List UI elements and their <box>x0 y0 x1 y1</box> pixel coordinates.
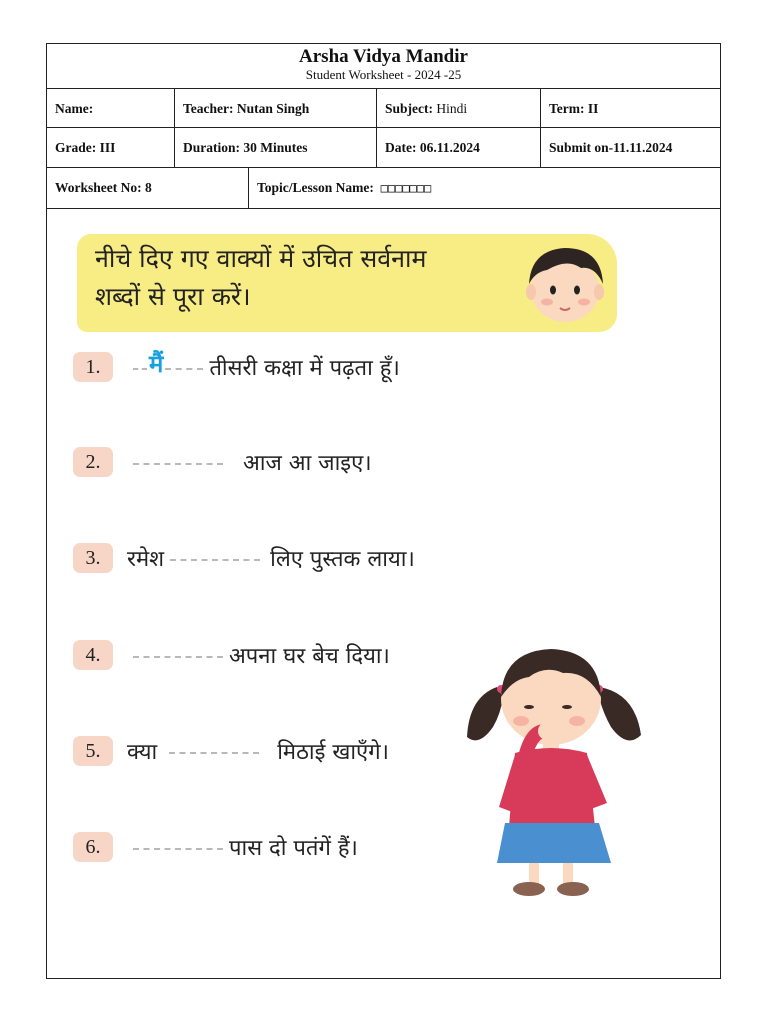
grade-cell <box>47 128 175 168</box>
answer-blank[interactable] <box>169 752 259 754</box>
question-text: अपना घर बेच दिया। <box>229 644 390 669</box>
subject-value: Hindi <box>436 100 468 116</box>
worksheet-header <box>47 44 720 82</box>
answer-blank-right <box>165 368 203 370</box>
worksheet-number: Worksheet No: 8 <box>55 180 152 195</box>
submit-cell <box>541 128 720 168</box>
answer-blank[interactable] <box>133 848 223 850</box>
question-number: 6. <box>73 832 113 862</box>
question-1 <box>73 350 400 384</box>
subject-label: Subject: <box>385 100 433 116</box>
teacher-label: Teacher: <box>183 100 234 116</box>
question-4 <box>73 638 390 672</box>
answer-blank[interactable] <box>133 656 223 658</box>
question-number: 2. <box>73 447 113 477</box>
worksheet-number-cell <box>47 168 249 208</box>
subject-cell <box>377 89 541 128</box>
info-row-2 <box>47 127 720 168</box>
answer-blank[interactable] <box>133 463 223 465</box>
question-text: मिठाई खाएँगे। <box>277 740 389 765</box>
info-row-3 <box>47 167 720 209</box>
duration-cell <box>175 128 377 168</box>
question-3 <box>73 541 415 575</box>
name-cell <box>47 89 175 128</box>
question-text: तीसरी कक्षा में पढ़ता हूँ। <box>209 356 400 381</box>
date-label: Date: 06.11.2024 <box>385 140 480 155</box>
term-label: Term: II <box>549 100 599 116</box>
submit-label: Submit on-11.11.2024 <box>549 140 673 155</box>
name-label: Name: <box>55 100 94 116</box>
term-cell <box>541 89 720 128</box>
topic-label: Topic/Lesson Name: <box>257 180 374 195</box>
topic-cell <box>249 168 720 208</box>
question-2 <box>73 445 372 479</box>
question-number: 4. <box>73 640 113 670</box>
grade-label: Grade: III <box>55 140 116 155</box>
question-text: आज आ जाइए। <box>243 451 372 476</box>
topic-value: □□□□□□□ <box>380 181 432 195</box>
worksheet-subtitle: Student Worksheet - 2024 -25 <box>305 67 462 82</box>
question-5 <box>73 734 389 768</box>
boy-face-illustration <box>517 236 617 328</box>
girl-illustration <box>459 627 649 897</box>
answer-blank-left <box>133 368 147 370</box>
question-6 <box>73 830 358 864</box>
worksheet <box>46 43 721 979</box>
question-number: 3. <box>73 543 113 573</box>
answer-text[interactable]: मैं <box>149 349 164 378</box>
instruction-text: नीचे दिए गए वाक्यों में उचित सर्वनाम शब्दों से पूरा करें। <box>95 244 427 311</box>
question-text: लिए पुस्तक लाया। <box>270 547 415 572</box>
instruction-banner <box>77 234 617 332</box>
question-number: 1. <box>73 352 113 382</box>
duration-label: Duration: 30 Minutes <box>183 140 308 155</box>
question-number: 5. <box>73 736 113 766</box>
answer-blank[interactable] <box>170 559 260 561</box>
teacher-value: Nutan Singh <box>236 100 310 116</box>
info-row-1 <box>47 88 720 128</box>
school-name: Arsha Vidya Mandir <box>299 46 468 67</box>
date-cell <box>377 128 541 168</box>
question-prefix: क्या <box>127 740 158 765</box>
teacher-cell <box>175 89 377 128</box>
question-prefix: रमेश <box>127 547 165 572</box>
question-text: पास दो पतंगें हैं। <box>229 836 358 861</box>
